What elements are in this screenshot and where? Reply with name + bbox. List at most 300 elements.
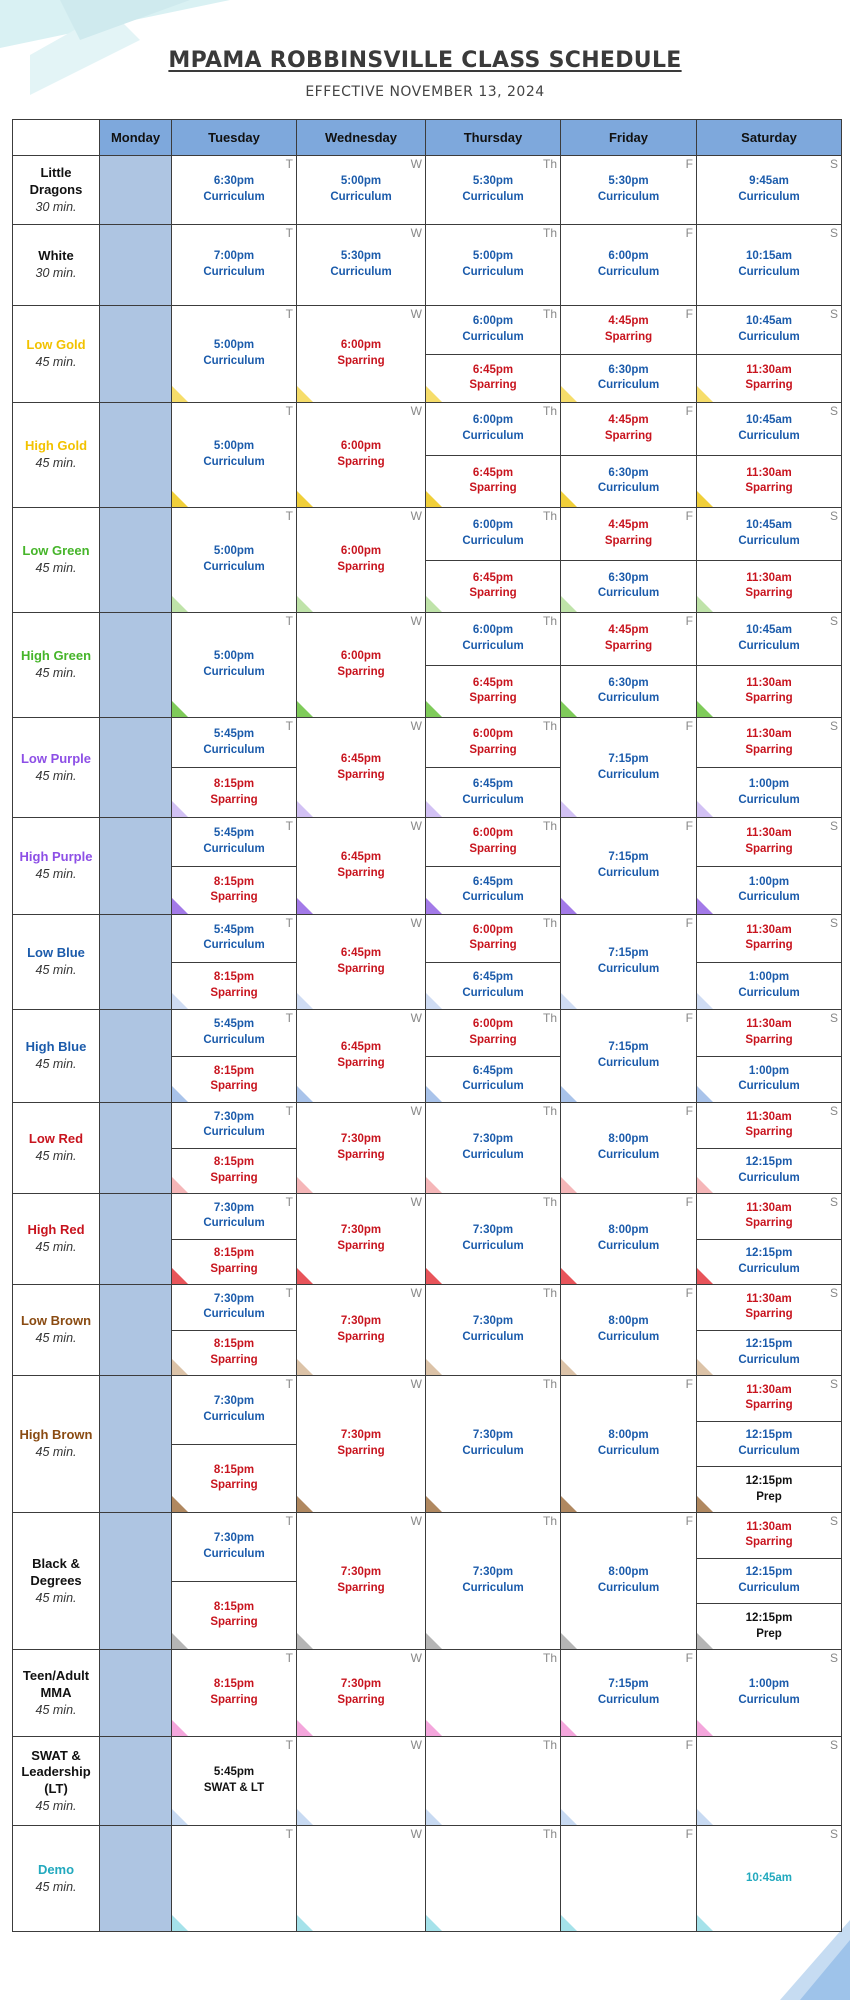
- belt-color-corner-icon: [172, 898, 188, 914]
- class-slot: [697, 1103, 841, 1148]
- class-slot: [172, 915, 296, 962]
- class-type: Curriculum: [203, 1217, 265, 1230]
- belt-color-corner-icon: [172, 1633, 188, 1649]
- class-slot: [697, 718, 841, 767]
- class-slot: [426, 156, 560, 224]
- day-cell-wednesday: [297, 613, 426, 718]
- belt-color-corner-icon: [561, 596, 577, 612]
- class-type: Sparring: [604, 534, 653, 547]
- class-type: Sparring: [210, 1479, 258, 1492]
- day-letter: F: [685, 1195, 693, 1209]
- class-time: 7:15pm: [608, 947, 649, 960]
- class-time: 6:00pm: [340, 440, 382, 453]
- day-letter: S: [829, 1514, 838, 1528]
- class-time: 6:00pm: [340, 339, 382, 352]
- class-type: Sparring: [210, 793, 258, 806]
- class-type: Curriculum: [738, 1582, 800, 1594]
- empty-slot: [426, 1737, 560, 1825]
- class-time: 11:30am: [746, 1201, 792, 1214]
- belt-color-corner-icon: [426, 701, 442, 717]
- class-time: 12:15pm: [745, 1475, 793, 1488]
- class-type: Curriculum: [462, 1445, 524, 1457]
- day-cell-saturday: [697, 1737, 842, 1826]
- class-type: Sparring: [745, 692, 793, 705]
- class-duration: 45 min.: [35, 1240, 77, 1255]
- class-time: 12:15pm: [745, 1429, 793, 1442]
- class-label: [13, 1826, 100, 1932]
- class-time: 11:30am: [746, 727, 792, 740]
- class-type: Curriculum: [203, 939, 265, 952]
- belt-color-corner-icon: [172, 386, 188, 402]
- day-cell-tuesday: [172, 403, 297, 508]
- class-slot: [172, 403, 296, 507]
- day-cell-thursday: [426, 1376, 561, 1513]
- day-letter: T: [285, 614, 293, 628]
- schedule-table: [12, 119, 842, 1932]
- class-type: Curriculum: [330, 266, 392, 278]
- day-cell-thursday: [426, 1513, 561, 1650]
- class-duration: 45 min.: [35, 1331, 77, 1346]
- day-cell-wednesday: [297, 818, 426, 915]
- class-slot: [426, 718, 560, 767]
- class-time: 5:00pm: [213, 440, 255, 453]
- day-letter: Th: [542, 307, 557, 321]
- class-slot: [297, 403, 425, 507]
- day-cell-thursday: [426, 915, 561, 1010]
- class-type: Sparring: [337, 561, 385, 573]
- class-slot: [697, 915, 841, 962]
- day-cell-saturday: [697, 508, 842, 613]
- day-letter: Th: [542, 1011, 557, 1025]
- monday-cell: [100, 225, 172, 306]
- belt-color-corner-icon: [426, 1177, 442, 1193]
- class-slot: [697, 1010, 841, 1056]
- class-slot: [426, 403, 560, 455]
- class-type: Curriculum: [597, 1694, 660, 1706]
- day-cell-tuesday: [172, 1826, 297, 1932]
- day-letter: S: [829, 614, 838, 628]
- day-letter: S: [829, 226, 838, 240]
- belt-color-corner-icon: [561, 1720, 577, 1736]
- class-type: Curriculum: [462, 793, 524, 806]
- belt-color-corner-icon: [172, 1177, 188, 1193]
- schedule-row-high-brown: [13, 1376, 842, 1513]
- class-slot: [172, 718, 296, 767]
- class-slot: [426, 225, 560, 305]
- day-cell-thursday: [426, 1650, 561, 1737]
- day-cell-friday: [561, 1826, 697, 1932]
- class-slot: [172, 1103, 296, 1148]
- class-type: Sparring: [337, 1582, 385, 1594]
- day-cell-wednesday: [297, 915, 426, 1010]
- class-type: Curriculum: [597, 1582, 660, 1594]
- class-time: 10:15am: [745, 250, 793, 263]
- day-cell-saturday: [697, 1194, 842, 1285]
- day-letter: Th: [542, 509, 557, 523]
- class-time: 6:00pm: [472, 727, 514, 740]
- belt-color-corner-icon: [297, 1915, 313, 1931]
- class-type: Curriculum: [738, 1080, 800, 1093]
- belt-color-corner-icon: [172, 993, 188, 1009]
- class-slot: [172, 1513, 296, 1581]
- class-type: Sparring: [469, 692, 517, 705]
- class-slot: [172, 1148, 296, 1194]
- belt-color-corner-icon: [561, 1268, 577, 1284]
- belt-color-corner-icon: [426, 898, 442, 914]
- day-cell-saturday: [697, 1650, 842, 1737]
- class-slot: [697, 613, 841, 665]
- schedule-row-white: [13, 225, 842, 306]
- class-type: Curriculum: [597, 379, 660, 392]
- class-time: 6:45pm: [340, 1041, 382, 1054]
- day-cell-thursday: [426, 403, 561, 508]
- class-slot: [172, 225, 296, 305]
- class-name: High Green: [20, 648, 92, 664]
- class-type: Curriculum: [203, 842, 265, 855]
- day-cell-friday: [561, 1103, 697, 1194]
- day-letter: T: [285, 307, 293, 321]
- day-cell-wednesday: [297, 1103, 426, 1194]
- class-time: 7:30pm: [340, 1678, 382, 1691]
- class-time: 6:00pm: [340, 545, 382, 558]
- day-letter: F: [685, 1651, 693, 1665]
- class-type: Curriculum: [203, 266, 265, 278]
- belt-color-corner-icon: [561, 1633, 577, 1649]
- day-letter: Th: [542, 719, 557, 733]
- monday-cell: [100, 1650, 172, 1737]
- class-slot: [697, 1513, 841, 1558]
- empty-slot: [426, 1826, 560, 1931]
- class-name: Demo: [37, 1861, 75, 1877]
- day-letter: S: [829, 1011, 838, 1025]
- monday-cell: [100, 508, 172, 613]
- class-slot: [697, 1558, 841, 1604]
- class-duration: 45 min.: [35, 768, 77, 783]
- belt-color-corner-icon: [561, 1177, 577, 1193]
- day-letter: F: [685, 1377, 693, 1391]
- day-letter: Th: [542, 1104, 557, 1118]
- day-cell-wednesday: [297, 1376, 426, 1513]
- belt-color-corner-icon: [697, 701, 713, 717]
- class-type: Sparring: [210, 986, 258, 999]
- class-slot: [297, 225, 425, 305]
- day-letter: W: [410, 1104, 422, 1118]
- belt-color-corner-icon: [561, 208, 577, 224]
- class-type: Sparring: [604, 330, 653, 343]
- class-time: 5:45pm: [213, 923, 255, 936]
- class-slot: [172, 508, 296, 612]
- belt-color-corner-icon: [697, 898, 713, 914]
- day-cell-wednesday: [297, 1010, 426, 1103]
- schedule-row-low-gold: [13, 306, 842, 403]
- belt-color-corner-icon: [426, 1809, 442, 1825]
- class-slot: [697, 306, 841, 354]
- belt-color-corner-icon: [697, 1633, 713, 1649]
- class-time: 7:30pm: [213, 1532, 255, 1545]
- class-slot: [426, 915, 560, 962]
- class-time: 6:00pm: [472, 519, 514, 532]
- class-name: Little Dragons: [29, 164, 83, 197]
- class-slot: [697, 225, 841, 305]
- class-time: 6:30pm: [213, 175, 255, 188]
- class-time: 6:00pm: [472, 1018, 514, 1031]
- class-type: Curriculum: [203, 743, 265, 756]
- day-letter: Th: [542, 404, 557, 418]
- day-cell-tuesday: [172, 508, 297, 613]
- day-letter: S: [829, 1651, 838, 1665]
- day-cell-thursday: [426, 508, 561, 613]
- class-type: Curriculum: [738, 891, 800, 904]
- class-slot: [172, 1330, 296, 1376]
- class-time: 7:15pm: [608, 752, 649, 765]
- class-type: Curriculum: [597, 867, 660, 879]
- day-cell-wednesday: [297, 1826, 426, 1932]
- class-type: Curriculum: [597, 692, 660, 705]
- class-slot: [561, 455, 696, 508]
- class-slot: [561, 508, 696, 560]
- class-time: 7:30pm: [213, 1201, 255, 1214]
- class-slot: [172, 818, 296, 866]
- class-time: 7:30pm: [340, 1429, 382, 1442]
- day-header-tuesday: Tuesday: [172, 120, 297, 156]
- class-duration: 45 min.: [35, 456, 77, 471]
- class-time: 11:30am: [746, 363, 792, 376]
- class-type: Sparring: [469, 939, 517, 952]
- page-title: MPAMA ROBBINSVILLE CLASS SCHEDULE: [168, 48, 682, 73]
- class-type: Curriculum: [597, 482, 660, 495]
- belt-color-corner-icon: [697, 596, 713, 612]
- class-slot: [297, 718, 425, 817]
- class-time: 1:00pm: [748, 1678, 790, 1691]
- monday-cell: [100, 1513, 172, 1650]
- class-type: Curriculum: [597, 191, 660, 203]
- day-letter: F: [685, 1286, 693, 1300]
- class-time: 12:15pm: [745, 1338, 793, 1351]
- class-time: 11:30am: [746, 571, 792, 584]
- class-time: 6:45pm: [472, 971, 514, 984]
- class-time: 6:30pm: [608, 363, 649, 376]
- class-slot: [697, 1148, 841, 1194]
- class-label: [13, 306, 100, 403]
- class-time: 8:15pm: [213, 875, 255, 888]
- belt-color-corner-icon: [426, 1633, 442, 1649]
- class-time: 10:45am: [745, 1871, 793, 1884]
- day-cell-friday: [561, 613, 697, 718]
- day-cell-friday: [561, 225, 697, 306]
- belt-color-corner-icon: [297, 1177, 313, 1193]
- day-cell-thursday: [426, 818, 561, 915]
- class-slot: [697, 1603, 841, 1649]
- empty-slot: [561, 1826, 696, 1931]
- day-cell-thursday: [426, 225, 561, 306]
- schedule-row-high-blue: [13, 1010, 842, 1103]
- belt-color-corner-icon: [697, 1359, 713, 1375]
- class-slot: [697, 508, 841, 560]
- class-time: 7:30pm: [472, 1315, 514, 1328]
- class-type: Sparring: [337, 963, 385, 975]
- day-header-monday: Monday: [100, 120, 172, 156]
- class-slot: [697, 156, 841, 224]
- day-letter: S: [829, 819, 838, 833]
- class-type: Curriculum: [597, 1331, 660, 1343]
- day-letter: W: [410, 157, 422, 171]
- class-type: Curriculum: [738, 330, 800, 343]
- monday-cell: [100, 156, 172, 225]
- class-type: Sparring: [469, 379, 517, 392]
- class-type: Sparring: [745, 939, 793, 952]
- day-cell-thursday: [426, 613, 561, 718]
- class-type: Sparring: [337, 1057, 385, 1069]
- class-label: [13, 613, 100, 718]
- belt-color-corner-icon: [426, 1086, 442, 1102]
- class-time: 9:45am: [749, 175, 789, 188]
- belt-color-corner-icon: [297, 386, 313, 402]
- day-cell-saturday: [697, 613, 842, 718]
- belt-color-corner-icon: [697, 1720, 713, 1736]
- day-cell-saturday: [697, 1513, 842, 1650]
- class-label: [13, 1737, 100, 1826]
- day-letter: F: [685, 1738, 693, 1752]
- class-slot: [697, 403, 841, 455]
- class-slot: [426, 354, 560, 403]
- day-letter: F: [685, 1104, 693, 1118]
- class-time: 11:30am: [746, 466, 792, 479]
- class-slot: [426, 767, 560, 817]
- day-cell-tuesday: [172, 306, 297, 403]
- day-cell-friday: [561, 306, 697, 403]
- monday-cell: [100, 1285, 172, 1376]
- day-letter: W: [410, 1377, 422, 1391]
- class-time: 8:00pm: [608, 1315, 649, 1328]
- belt-color-corner-icon: [426, 289, 442, 305]
- class-label: [13, 1194, 100, 1285]
- class-slot: [561, 665, 696, 718]
- class-slot: [697, 455, 841, 508]
- class-type: Curriculum: [203, 355, 265, 367]
- day-letter: T: [285, 1377, 293, 1391]
- day-cell-thursday: [426, 1826, 561, 1932]
- class-type: Curriculum: [203, 1033, 265, 1046]
- class-type: Curriculum: [462, 330, 524, 343]
- class-time: 5:45pm: [213, 727, 255, 740]
- class-type: Curriculum: [597, 1149, 660, 1161]
- day-letter: W: [410, 1011, 422, 1025]
- class-time: 11:30am: [746, 1520, 792, 1533]
- class-name: High Purple: [19, 849, 93, 865]
- class-slot: [561, 1650, 696, 1736]
- schedule-row-high-purple: [13, 818, 842, 915]
- class-slot: [697, 354, 841, 403]
- class-time: 6:45pm: [472, 571, 514, 584]
- class-name: SWAT & Leadership (LT): [21, 1747, 91, 1797]
- class-type: Curriculum: [203, 561, 265, 573]
- class-slot: [297, 1010, 425, 1102]
- belt-color-corner-icon: [561, 386, 577, 402]
- belt-color-corner-icon: [172, 801, 188, 817]
- class-type: Curriculum: [738, 1353, 800, 1366]
- day-cell-friday: [561, 1376, 697, 1513]
- class-label: [13, 818, 100, 915]
- day-letter: W: [410, 404, 422, 418]
- class-time: 7:30pm: [213, 1395, 255, 1408]
- class-time: 11:30am: [746, 1292, 792, 1305]
- belt-color-corner-icon: [426, 1915, 442, 1931]
- monday-cell: [100, 915, 172, 1010]
- class-time: 1:00pm: [748, 971, 790, 984]
- class-time: 6:45pm: [472, 676, 514, 689]
- belt-color-corner-icon: [561, 1915, 577, 1931]
- day-cell-tuesday: [172, 1285, 297, 1376]
- class-time: 7:30pm: [340, 1315, 382, 1328]
- day-letter: Th: [542, 819, 557, 833]
- monday-cell: [100, 1376, 172, 1513]
- class-slot: [697, 1650, 841, 1736]
- day-header-thursday: Thursday: [426, 120, 561, 156]
- class-time: 6:45pm: [472, 363, 514, 376]
- class-slot: [697, 1285, 841, 1330]
- class-type: Sparring: [210, 891, 258, 904]
- belt-color-corner-icon: [172, 1809, 188, 1825]
- class-slot: [426, 1103, 560, 1193]
- class-label: [13, 1103, 100, 1194]
- class-slot: [297, 1103, 425, 1193]
- class-slot: [561, 718, 696, 817]
- day-cell-friday: [561, 508, 697, 613]
- class-time: 12:15pm: [745, 1566, 793, 1579]
- day-cell-tuesday: [172, 156, 297, 225]
- day-letter: S: [829, 1195, 838, 1209]
- day-cell-tuesday: [172, 1737, 297, 1826]
- day-cell-tuesday: [172, 1513, 297, 1650]
- class-time: 6:30pm: [608, 466, 649, 479]
- class-time: 5:30pm: [608, 175, 649, 188]
- belt-color-corner-icon: [697, 1915, 713, 1931]
- class-time: 6:00pm: [472, 827, 514, 840]
- day-letter: F: [685, 819, 693, 833]
- class-type: Sparring: [337, 1240, 385, 1252]
- class-time: 6:30pm: [608, 571, 649, 584]
- belt-color-corner-icon: [297, 1086, 313, 1102]
- class-type: Sparring: [745, 1308, 793, 1321]
- class-slot: [172, 1650, 296, 1736]
- class-time: 7:15pm: [608, 1041, 649, 1054]
- belt-color-corner-icon: [297, 1720, 313, 1736]
- class-time: 5:00pm: [340, 175, 382, 188]
- belt-color-corner-icon: [297, 1359, 313, 1375]
- day-cell-tuesday: [172, 1650, 297, 1737]
- class-duration: 45 min.: [35, 1149, 77, 1164]
- class-time: 8:15pm: [213, 1338, 255, 1351]
- class-time: 6:30pm: [608, 676, 649, 689]
- day-letter: T: [285, 1011, 293, 1025]
- belt-color-corner-icon: [426, 993, 442, 1009]
- class-type: Sparring: [337, 1331, 385, 1343]
- class-time: 8:15pm: [213, 1600, 255, 1613]
- day-cell-tuesday: [172, 1376, 297, 1513]
- class-time: 8:00pm: [608, 1429, 649, 1442]
- class-time: 5:00pm: [213, 339, 255, 352]
- class-slot: [561, 225, 696, 305]
- monday-cell: [100, 1737, 172, 1826]
- class-type: Sparring: [337, 355, 385, 367]
- class-time: 11:30am: [746, 1110, 792, 1123]
- class-type: Curriculum: [462, 639, 524, 652]
- belt-color-corner-icon: [172, 1915, 188, 1931]
- class-time: 6:00pm: [472, 624, 514, 637]
- empty-slot: [297, 1737, 425, 1825]
- class-duration: 30 min.: [35, 266, 77, 281]
- class-time: 6:00pm: [608, 250, 649, 263]
